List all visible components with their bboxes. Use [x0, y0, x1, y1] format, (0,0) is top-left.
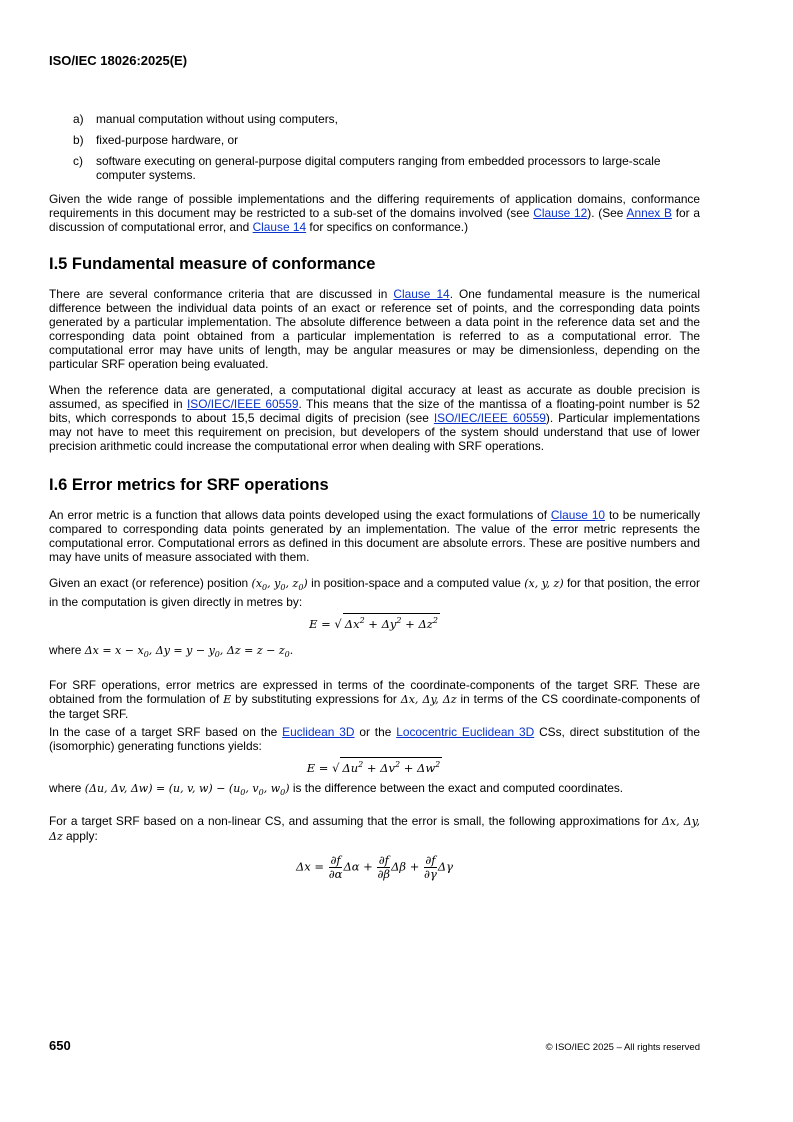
- link-clause-12[interactable]: Clause 12: [533, 206, 588, 220]
- link-clause-14[interactable]: Clause 14: [393, 287, 450, 301]
- equation-error-uvw: E = √ $\Delta u^2 + \Delta v^2 + \Delta w^2$: [49, 757, 700, 775]
- link-clause-14[interactable]: Clause 14: [252, 220, 307, 234]
- i5-paragraph-2: When the reference data are generated, a computational digital accuracy at least as accurate as double precision is assumed, as specified in ISO/IEC/IEEE 60559. This means that the size of the mantissa of a floating-point number is 52 bits, which corresponds to about 15,5 decimal digits of precision (see ISO/IEC/IEEE 60559). Particular implementations may not have to meet this requirement on precision, but developers of the system should understand that use of lower precision arithmetic could increase the computational error when dealing with SRF operations.: [49, 383, 700, 453]
- i6-paragraph-3: For SRF operations, error metrics are expressed in terms of the coordinate-components of the target SRF. These are obtained from the formulation of E by substituting expressions for Δx, Δy, Δz in terms of the CS coordinate-components of the target SRF.: [49, 678, 700, 722]
- link-euclidean-3d[interactable]: Euclidean 3D: [282, 725, 355, 740]
- i6-paragraph-2: Given an exact (or reference) position ($x_0$, $y_0$, $z_0$) in position-space and a computed value (x, y, z) for that position, the error in the computation is given directly in metres by:: [49, 576, 701, 610]
- implementation-list: [49, 112, 700, 182]
- link-clause-10[interactable]: Clause 10: [550, 508, 606, 522]
- i5-paragraph-1: There are several conformance criteria that are discussed in Clause 14. One fundamental measure is the numerical difference between the individual data points of an exact or reference set of points, and the corresponding data points generated by a particular implementation. The absolute difference between a data point in the reference data set and the corresponding data point obtained from a particular implementation is referred to as a computational error. The computational error may have units of length, may be angular measures or may be dimensionless, depending on the particular SRF operation being evaluated.: [49, 287, 701, 371]
- list-item: a) manual computation without using computers,: [73, 112, 338, 126]
- document-header: ISO/IEC 18026:2025(E): [49, 53, 188, 68]
- i6-paragraph-1: An error metric is a function that allows data points developed using the exact formulations of Clause 10 to be numerically compared to corresponding data points generated by an implementation. The value of the error metric represents the computational error. Computational errors as defined in this document are absolute errors. These are positive numbers and may have units of measure associated with them.: [49, 508, 701, 564]
- link-iso-60559[interactable]: ISO/IEC/IEEE 60559: [187, 397, 299, 411]
- page-number: 650: [49, 1038, 71, 1053]
- section-title-i6: I.6 Error metrics for SRF operations: [49, 476, 329, 494]
- link-lococentric-euclidean-3d[interactable]: Lococentric Euclidean 3D: [396, 725, 535, 740]
- where-deltas: where $\Delta x = x - x_0$, $\Delta y = y - y_0$, $\Delta z = z - z_0$.: [49, 643, 294, 660]
- i6-paragraph-5: For a target SRF based on a non-linear CS, and assuming that the error is small, the following approximations for Δx, Δy, Δz apply:: [49, 814, 700, 844]
- list-item: b) fixed-purpose hardware, or: [73, 133, 239, 147]
- intro-paragraph: Given the wide range of possible implementations and the differing requirements of application domains, conformance requirements in this document may be restricted to a sub-set of the domains involved (see Clause 12). (See Annex B for a discussion of computational error, and Clause 14 for specifics on conformance.): [49, 192, 700, 234]
- equation-delta-x: Δx = $\frac{\partial f}{\partial\alpha}$ Δα + $\frac{\partial f}{\partial\beta}$ Δβ + $\frac{\partial f}{\partial\gamma}$ Δγ: [295, 853, 454, 882]
- page-content: [49, 112, 700, 891]
- list-item: c) software executing on general-purpose digital computers ranging from embedded processors to large-scale computer systems.: [73, 154, 661, 182]
- equation-error-xyz: E = √ $\Delta x^2 + \Delta y^2 + \Delta z^2$: [49, 613, 700, 631]
- copyright-notice: © ISO/IEC 2025 – All rights reserved: [545, 1042, 700, 1053]
- section-title-i5: I.5 Fundamental measure of conformance: [49, 255, 376, 273]
- link-annex-b[interactable]: Annex B: [626, 206, 672, 220]
- i6-paragraph-4: In the case of a target SRF based on the Euclidean 3D or the Lococentric Euclidean 3D CSs, direct substitution of the (isomorphic) generating functions yields:: [49, 725, 701, 754]
- link-iso-60559[interactable]: ISO/IEC/IEEE 60559: [433, 411, 546, 425]
- where-uvw: where (Δu, Δv, Δw) = (u, v, $w) - (u_0$, $v_0$, $w_0$) is the difference between the exact and computed coordinates.: [49, 781, 624, 798]
